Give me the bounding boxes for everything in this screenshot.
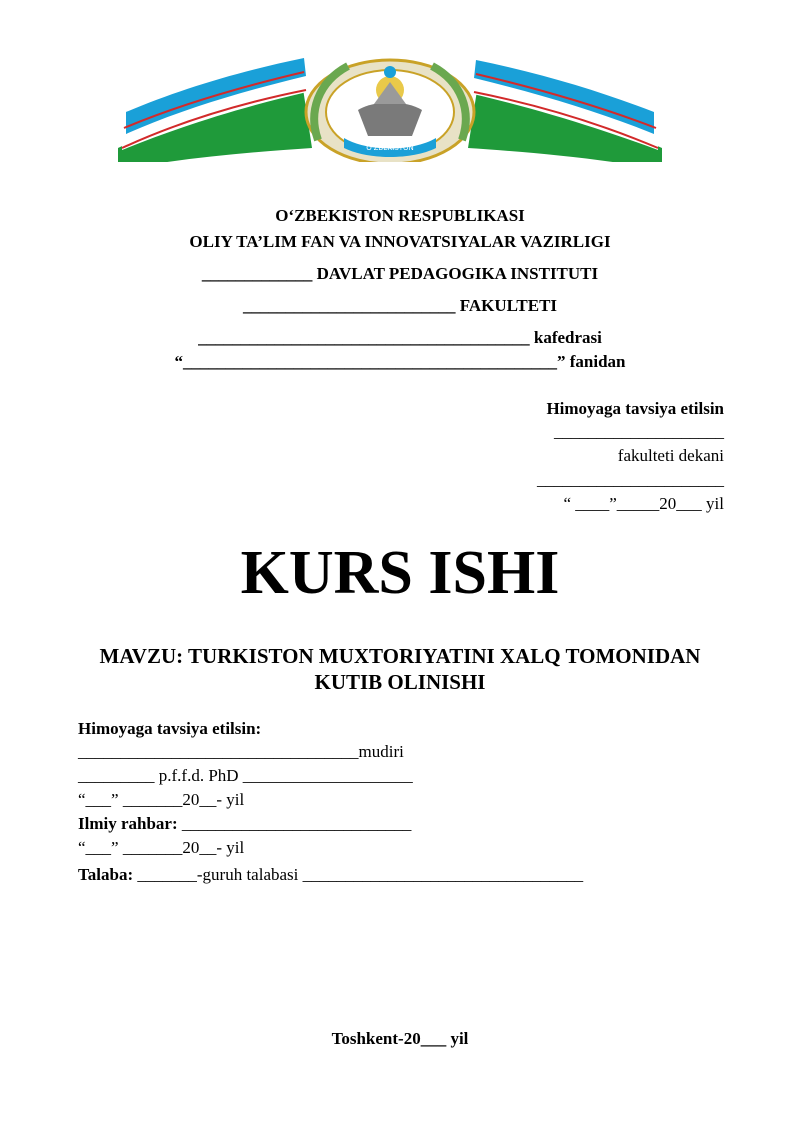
document-title: KURS ISHI <box>240 539 560 607</box>
header-faculty: _________________________ FAKULTETI <box>242 296 558 315</box>
header-department: _______________________________________ kafedrasi <box>198 328 602 347</box>
footer-city-year: Toshkent-20___ yil <box>331 1029 469 1048</box>
topic-line-2: KUTIB OLINISHI <box>314 670 486 694</box>
header-subject: “____________________________________________” fanidan <box>174 352 626 371</box>
approval-bottom-pffd: _________ p.f.f.d. PhD ____________________ <box>78 766 413 785</box>
approval-top-blank-2: ______________________ <box>537 470 724 489</box>
advisor-blank: ___________________________ <box>177 814 412 833</box>
approval-top-blank: ____________________ <box>554 422 724 441</box>
approval-bottom-date-1: “___” _______20__- yil <box>78 790 245 809</box>
advisor-line <box>78 815 411 832</box>
emblem-banner-text: O'ZBEKISTON <box>366 144 414 152</box>
topic-line-1: MAVZU: TURKISTON MUXTORIYATINI XALQ TOMONIDAN <box>99 644 701 668</box>
header-ministry: OLIY TA’LIM FAN VA INNOVATSIYALAR VAZIRLIGI <box>189 232 611 251</box>
student-label: Talaba: <box>78 865 134 884</box>
advisor-label: Ilmiy rahbar: <box>78 814 178 833</box>
student-line <box>78 866 583 883</box>
approval-bottom-date-2: “___” _______20__- yil <box>78 838 245 857</box>
approval-top-role: fakulteti dekani <box>617 446 724 465</box>
header-country: O‘ZBEKISTON RESPUBLIKASI <box>275 206 525 225</box>
student-rest: _______-guruh talabasi _________________________________ <box>133 865 584 884</box>
approval-top-title: Himoyaga tavsiya etilsin <box>546 399 724 418</box>
header-institute: _____________ DAVLAT PEDAGOGIKA INSTITUTI <box>201 264 599 283</box>
approval-bottom-title: Himoyaga tavsiya etilsin: <box>78 719 262 738</box>
approval-top-date: “ ____”_____20___ yil <box>563 494 724 513</box>
approval-bottom-mudiri: _________________________________mudiri <box>78 742 404 761</box>
state-emblem <box>112 52 668 162</box>
